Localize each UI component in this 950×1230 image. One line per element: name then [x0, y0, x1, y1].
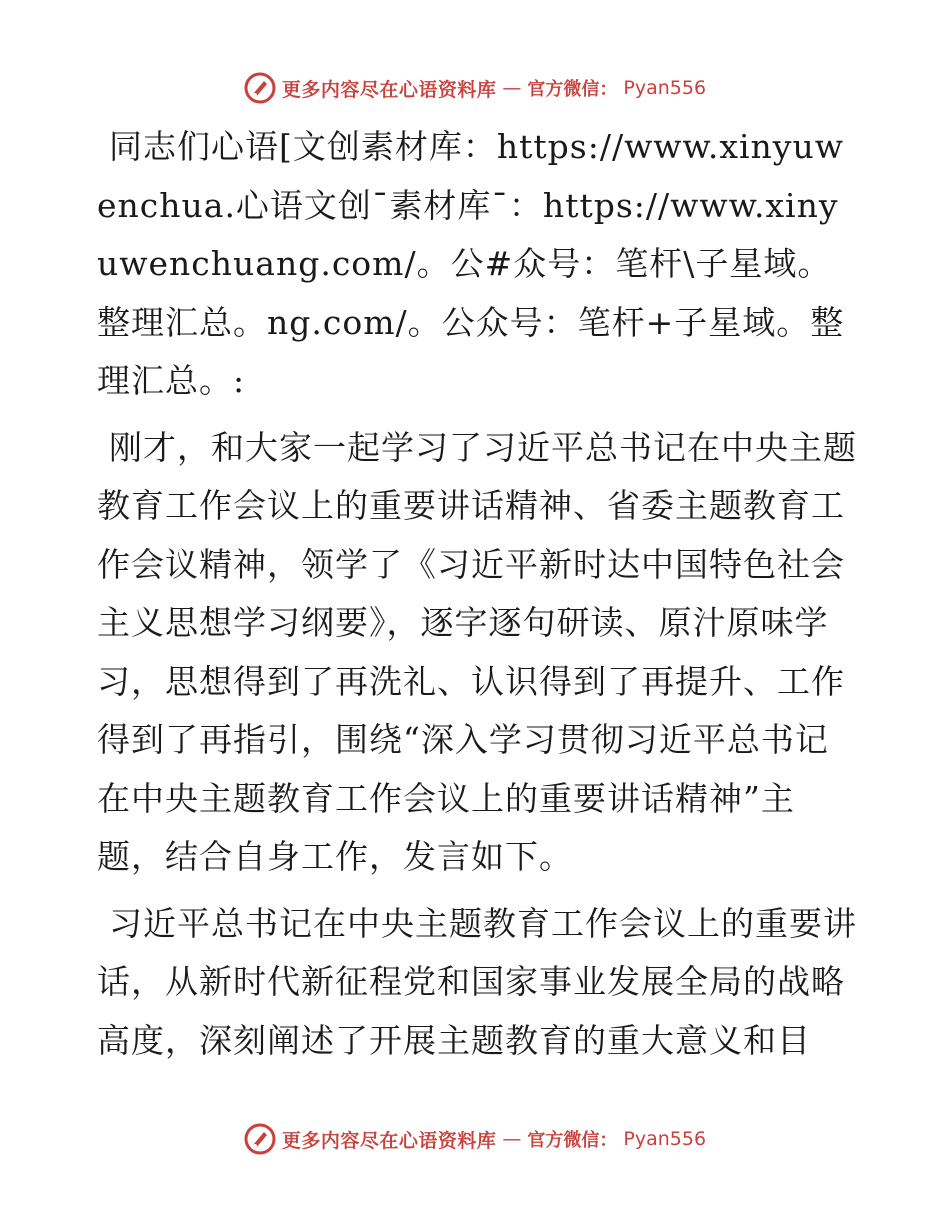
watermark-wechat-id: Pyan556 [623, 77, 707, 99]
watermark-text: 更多内容尽在心语资料库 [281, 78, 497, 101]
logo-icon [244, 1123, 276, 1155]
paragraph-1: 同志们心语[文创素材库：https://www.xinyuwenchua.心语文创¯素材库¯：https://www.xinyuwenchuang.com/。公#众号：笔杆\子星域。整理汇总。ng.com/。公众号：笔杆+子星域。整理汇总。: [97, 127, 845, 400]
watermark-wechat-label: 官方微信： [527, 79, 618, 100]
watermark-dash: — [502, 77, 522, 99]
document-body [97, 118, 857, 1078]
watermark-text: 更多内容尽在心语资料库 [281, 1129, 497, 1152]
paragraph-3: 习近平总书记在中央主题教育工作会议上的重要讲话，从新时代新征程党和国家事业发展全局的战略高度，深刻阐述了开展主题教育的重大意义和目 [97, 903, 857, 1060]
header-watermark [0, 72, 950, 104]
watermark-dash: — [502, 1128, 522, 1150]
watermark-wechat-id: Pyan556 [623, 1128, 707, 1150]
logo-icon [244, 72, 276, 104]
paragraph-2: 刚才，和大家一起学习了习近平总书记在中央主题教育工作会议上的重要讲话精神、省委主题教育工作会议精神，领学了《习近平新时达中国特色社会主义思想学习纲要》，逐字逐句研读、原汁原味学习，思想得到了再洗礼、认识得到了再提升、工作得到了再指引，围绕“深入学习贯彻习近平总书记在中央主题教育工作会议上的重要讲话精神”主题，结合自身工作，发言如下。 [97, 427, 857, 876]
footer-watermark [0, 1123, 950, 1155]
watermark-wechat-label: 官方微信： [527, 1130, 618, 1151]
